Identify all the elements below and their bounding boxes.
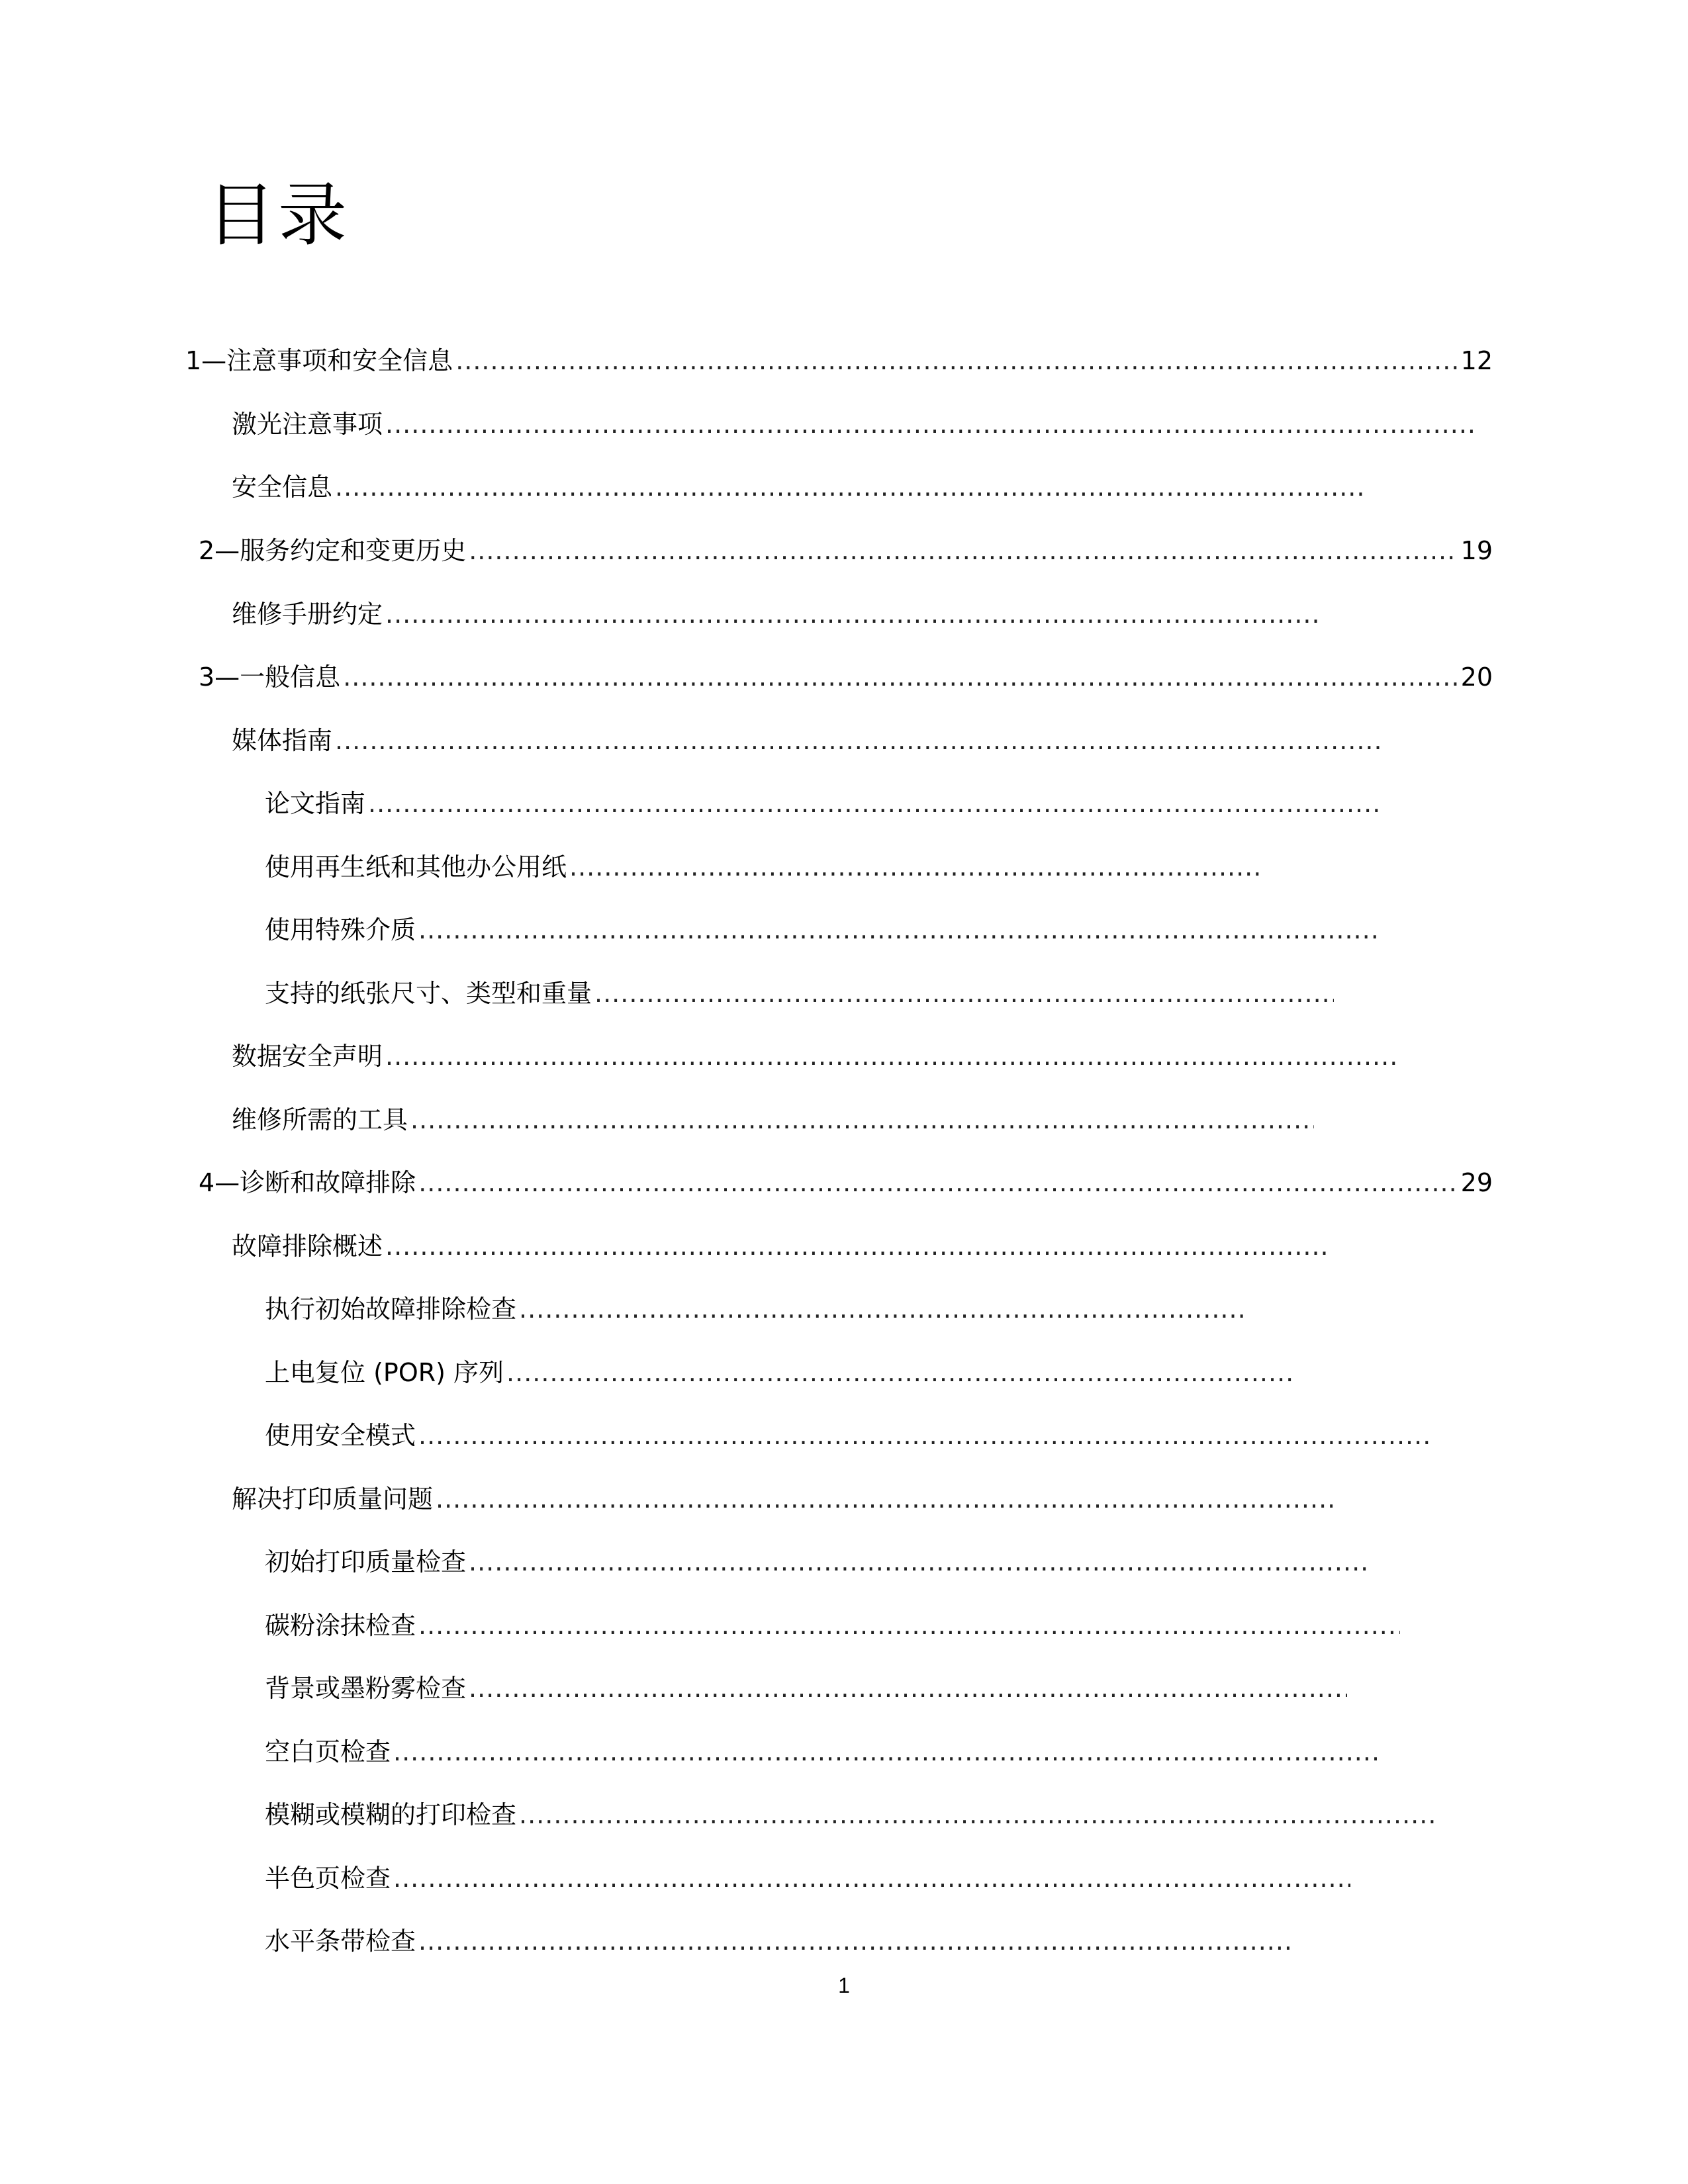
toc-leader-dots	[418, 1918, 1294, 1964]
toc-entry-label: 1—注意事项和安全信息	[185, 346, 453, 375]
toc-entry-media-guide[interactable]	[232, 717, 1380, 764]
toc-entry-label: 空白页检查	[265, 1737, 391, 1766]
toc-entry-label: 使用再生纸和其他办公用纸	[265, 852, 567, 882]
toc-leader-dots	[410, 1097, 1314, 1143]
toc-entry-print-quality[interactable]	[232, 1476, 1337, 1522]
toc-entry-label: 数据安全声明	[232, 1042, 383, 1071]
toc-entry-background-fog[interactable]	[265, 1665, 1347, 1711]
toc-entry-label: 3—一般信息	[199, 662, 341, 692]
toc-entry-label: 执行初始故障排除检查	[265, 1295, 517, 1324]
toc-entry-horizontal-banding[interactable]	[265, 1918, 1294, 1964]
toc-entry-safe-mode[interactable]	[265, 1412, 1430, 1459]
toc-entry-manual-conventions[interactable]	[232, 591, 1321, 637]
toc-entry-page: 12	[1460, 346, 1493, 375]
toc-leader-dots	[594, 970, 1334, 1017]
toc-entry-special-media[interactable]	[265, 907, 1377, 953]
toc-leader-dots	[385, 1223, 1327, 1269]
toc-entry-page: 29	[1460, 1168, 1493, 1197]
toc-leader-dots	[469, 527, 1458, 574]
toc-entry-label: 使用特殊介质	[265, 915, 416, 944]
toc-leader-dots	[385, 1033, 1400, 1079]
toc-entry-halftone-page[interactable]	[265, 1855, 1350, 1901]
toc-leader-dots	[469, 1665, 1347, 1711]
toc-leader-dots	[418, 907, 1377, 953]
toc-leader-dots	[418, 1412, 1430, 1459]
page-number: 1	[838, 1974, 850, 1997]
toc-entry-initial-checks[interactable]	[265, 1286, 1248, 1332]
toc-leader-dots	[455, 338, 1458, 384]
toc-entry-label: 论文指南	[265, 789, 366, 818]
toc-entry-page: 19	[1460, 536, 1493, 565]
toc-entry-label: 媒体指南	[232, 726, 333, 755]
toc-entry-blurred-print[interactable]	[265, 1792, 1436, 1838]
toc-title: 目录	[207, 175, 350, 255]
toc-entry-label: 碳粉涂抹检查	[265, 1611, 416, 1640]
toc-entry-safety-info[interactable]	[232, 464, 1364, 510]
toc-leader-dots	[335, 717, 1380, 764]
toc-entry-label: 初始打印质量检查	[265, 1547, 467, 1576]
toc-entry-data-security[interactable]	[232, 1033, 1400, 1079]
toc-leader-dots	[335, 464, 1364, 510]
toc-entry-chapter-4[interactable]	[199, 1160, 1493, 1206]
toc-entry-label: 水平条带检查	[265, 1927, 416, 1956]
toc-entry-label: 使用安全模式	[265, 1421, 416, 1450]
toc-entry-label: 4—诊断和故障排除	[199, 1168, 416, 1197]
toc-leader-dots	[393, 1855, 1350, 1901]
toc-entry-label: 激光注意事项	[232, 410, 383, 439]
toc-entry-chapter-1[interactable]	[185, 338, 1493, 384]
toc-entry-page: 20	[1460, 662, 1493, 692]
toc-leader-dots	[469, 1539, 1370, 1585]
toc-entry-label: 背景或墨粉雾检查	[265, 1674, 467, 1703]
toc-entry-initial-print-quality[interactable]	[265, 1539, 1370, 1585]
toc-entry-label: 故障排除概述	[232, 1232, 383, 1261]
toc-entry-label: 维修所需的工具	[232, 1105, 408, 1134]
toc-entry-label: 解决打印质量问题	[232, 1484, 434, 1514]
toc-entry-recycled-paper[interactable]	[265, 844, 1264, 890]
toc-entry-paper-guide[interactable]	[265, 780, 1383, 827]
toc-entry-toner-smear[interactable]	[265, 1602, 1400, 1649]
toc-leader-dots	[418, 1160, 1458, 1206]
toc-entry-label: 半色页检查	[265, 1864, 391, 1893]
toc-leader-dots	[436, 1476, 1337, 1522]
toc-entry-chapter-2[interactable]	[199, 527, 1493, 574]
toc-leader-dots	[385, 401, 1476, 447]
toc-entry-label: 2—服务约定和变更历史	[199, 536, 467, 565]
toc-leader-dots	[506, 1349, 1294, 1396]
toc-entry-chapter-3[interactable]	[199, 654, 1493, 700]
toc-entry-paper-sizes[interactable]	[265, 970, 1334, 1017]
toc-entry-label: 维修手册约定	[232, 600, 383, 629]
toc-entry-required-tools[interactable]	[232, 1097, 1314, 1143]
toc-leader-dots	[418, 1602, 1400, 1649]
toc-entry-troubleshooting-overview[interactable]	[232, 1223, 1327, 1269]
toc-entry-laser-notice[interactable]	[232, 401, 1476, 447]
toc-leader-dots	[368, 780, 1383, 827]
toc-leader-dots	[343, 654, 1458, 700]
toc-entry-label: 模糊或模糊的打印检查	[265, 1800, 517, 1829]
toc-entry-label: 上电复位 (POR) 序列	[265, 1358, 504, 1387]
toc-leader-dots	[569, 844, 1264, 890]
toc-leader-dots	[393, 1729, 1380, 1775]
toc-entry-por-sequence[interactable]	[265, 1349, 1294, 1396]
toc-leader-dots	[519, 1286, 1248, 1332]
toc-entry-label: 支持的纸张尺寸、类型和重量	[265, 979, 592, 1008]
toc-leader-dots	[519, 1792, 1436, 1838]
toc-entry-label: 安全信息	[232, 473, 333, 502]
toc-entry-blank-page[interactable]	[265, 1729, 1380, 1775]
toc-leader-dots	[385, 591, 1321, 637]
